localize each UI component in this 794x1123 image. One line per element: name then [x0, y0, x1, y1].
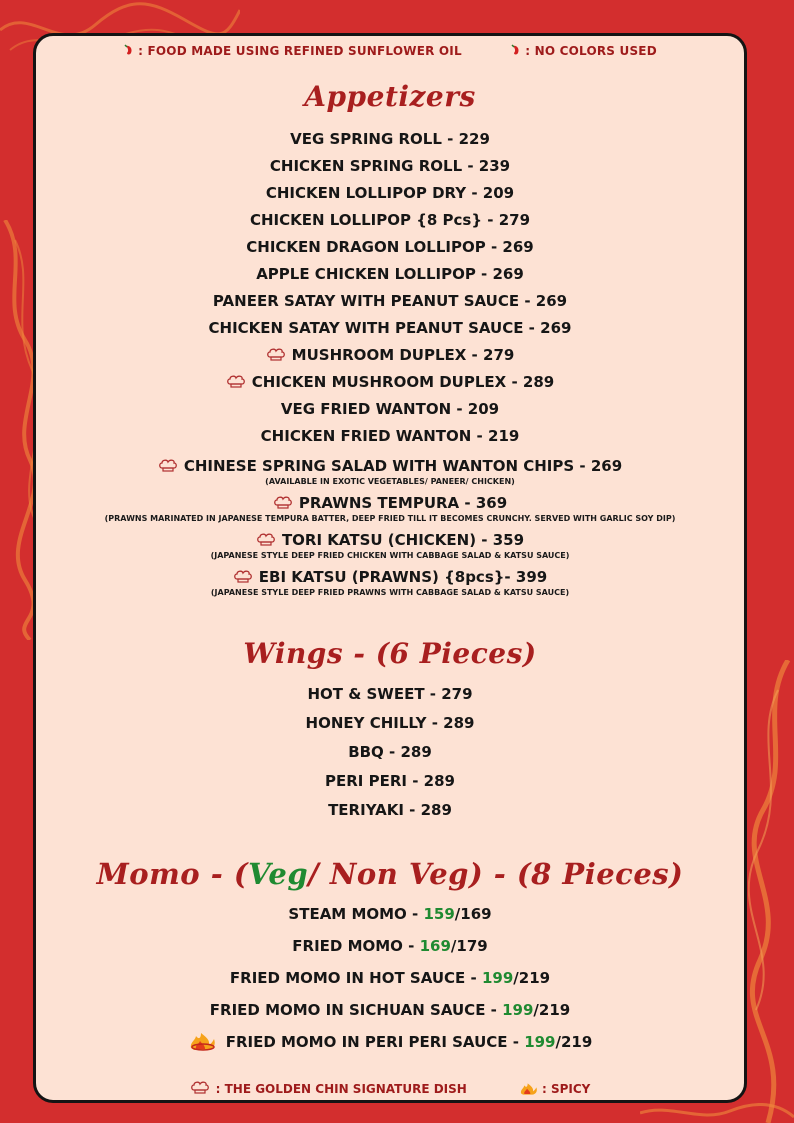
menu-item: PANEER SATAY WITH PEANUT SAUCE - 269	[212, 292, 568, 310]
menu-item: CHICKEN LOLLIPOP DRY - 209	[265, 184, 515, 202]
menu-item: FRIED MOMO IN HOT SAUCE - 199/219	[229, 969, 551, 987]
menu-item: TERIYAKI - 289	[328, 801, 452, 819]
chef-hat-icon	[233, 569, 253, 583]
chef-hat-icon	[273, 495, 293, 509]
veg-price: 169	[419, 937, 451, 955]
fire-icon	[188, 1028, 218, 1052]
menu-item-note: (JAPANESE STYLE DEEP FRIED CHICKEN WITH CABBAGE SALAD & KATSU SAUCE)	[210, 551, 570, 560]
veg-price: 199	[502, 1001, 534, 1019]
veg-price: 199	[524, 1033, 556, 1051]
menu-item-note: (AVAILABLE IN EXOTIC VEGETABLES/ PANEER/ CHICKEN)	[265, 477, 515, 486]
menu-item: FRIED MOMO - 169/179	[292, 937, 488, 955]
veg-price: 199	[481, 969, 514, 987]
menu-item: FRIED MOMO IN SICHUAN SAUCE - 199/219	[209, 1001, 571, 1019]
wings-section	[36, 634, 744, 825]
menu-item: CHICKEN LOLLIPOP {8 Pcs} - 279	[249, 211, 531, 229]
dragon-decoration-right	[748, 660, 794, 1123]
legend-signature-dish: : THE GOLDEN CHIN SIGNATURE DISH	[190, 1080, 467, 1096]
menu-item: CHICKEN MUSHROOM DUPLEX - 289	[36, 369, 744, 396]
fire-icon	[519, 1080, 539, 1096]
chef-hat-icon	[256, 532, 276, 546]
chef-hat-icon	[226, 374, 246, 388]
footer-legend	[36, 1080, 744, 1096]
veg-price: 159	[423, 905, 455, 923]
menu-item: VEG SPRING ROLL - 229	[290, 130, 490, 148]
menu-item: APPLE CHICKEN LOLLIPOP - 269	[256, 265, 524, 283]
appetizers-title: Appetizers	[304, 80, 476, 113]
legend-spicy: : SPICY	[519, 1080, 590, 1096]
menu-card	[33, 33, 747, 1103]
momo-title: Momo - (Veg/ Non Veg) - (8 Pieces)	[96, 857, 684, 891]
menu-item: VEG FRIED WANTON - 209	[280, 400, 500, 418]
legend-no-colors: : NO COLORS USED	[510, 44, 657, 58]
menu-item-note: (JAPANESE STYLE DEEP FRIED PRAWNS WITH CABBAGE SALAD & KATSU SAUCE)	[210, 588, 570, 597]
menu-item: TORI KATSU (CHICKEN) - 359	[36, 530, 744, 550]
menu-item: CHICKEN SATAY WITH PEANUT SAUCE - 269	[208, 319, 572, 337]
legend-sunflower-oil: : FOOD MADE USING REFINED SUNFLOWER OIL	[123, 44, 462, 58]
menu-item: HONEY CHILLY - 289	[305, 714, 475, 732]
chef-hat-icon	[190, 1080, 210, 1094]
chili-icon	[123, 44, 135, 56]
chef-hat-icon	[266, 347, 286, 361]
momo-title-veg: Veg	[248, 857, 309, 891]
menu-item-note: (PRAWNS MARINATED IN JAPANESE TEMPURA BATTER, DEEP FRIED TILL IT BECOMES CRUNCHY. SERVED WITH GARLIC SOY DIP)	[104, 514, 676, 523]
menu-item: MUSHROOM DUPLEX - 279	[36, 342, 744, 369]
momo-section	[36, 854, 744, 1058]
top-legend	[36, 44, 744, 58]
menu-item: FRIED MOMO IN PERI PERI SAUCE - 199/219	[36, 1026, 744, 1058]
menu-item: CHICKEN FRIED WANTON - 219	[260, 427, 520, 445]
menu-item: BBQ - 289	[348, 743, 432, 761]
dragon-decoration-bottom	[640, 1103, 794, 1123]
menu-item: STEAM MOMO - 159/169	[288, 905, 492, 923]
chef-hat-icon	[158, 458, 178, 472]
menu-item: CHINESE SPRING SALAD WITH WANTON CHIPS - 269	[36, 456, 744, 476]
menu-item: HOT & SWEET - 279	[307, 685, 473, 703]
menu-item: PERI PERI - 289	[325, 772, 455, 790]
menu-item: CHICKEN DRAGON LOLLIPOP - 269	[246, 238, 534, 256]
chili-icon	[510, 44, 522, 56]
wings-title: Wings - (6 Pieces)	[243, 637, 537, 670]
menu-item: EBI KATSU (PRAWNS) {8pcs}- 399	[36, 567, 744, 587]
menu-item: CHICKEN SPRING ROLL - 239	[269, 157, 511, 175]
menu-item: PRAWNS TEMPURA - 369	[36, 493, 744, 513]
appetizers-section	[36, 78, 744, 604]
